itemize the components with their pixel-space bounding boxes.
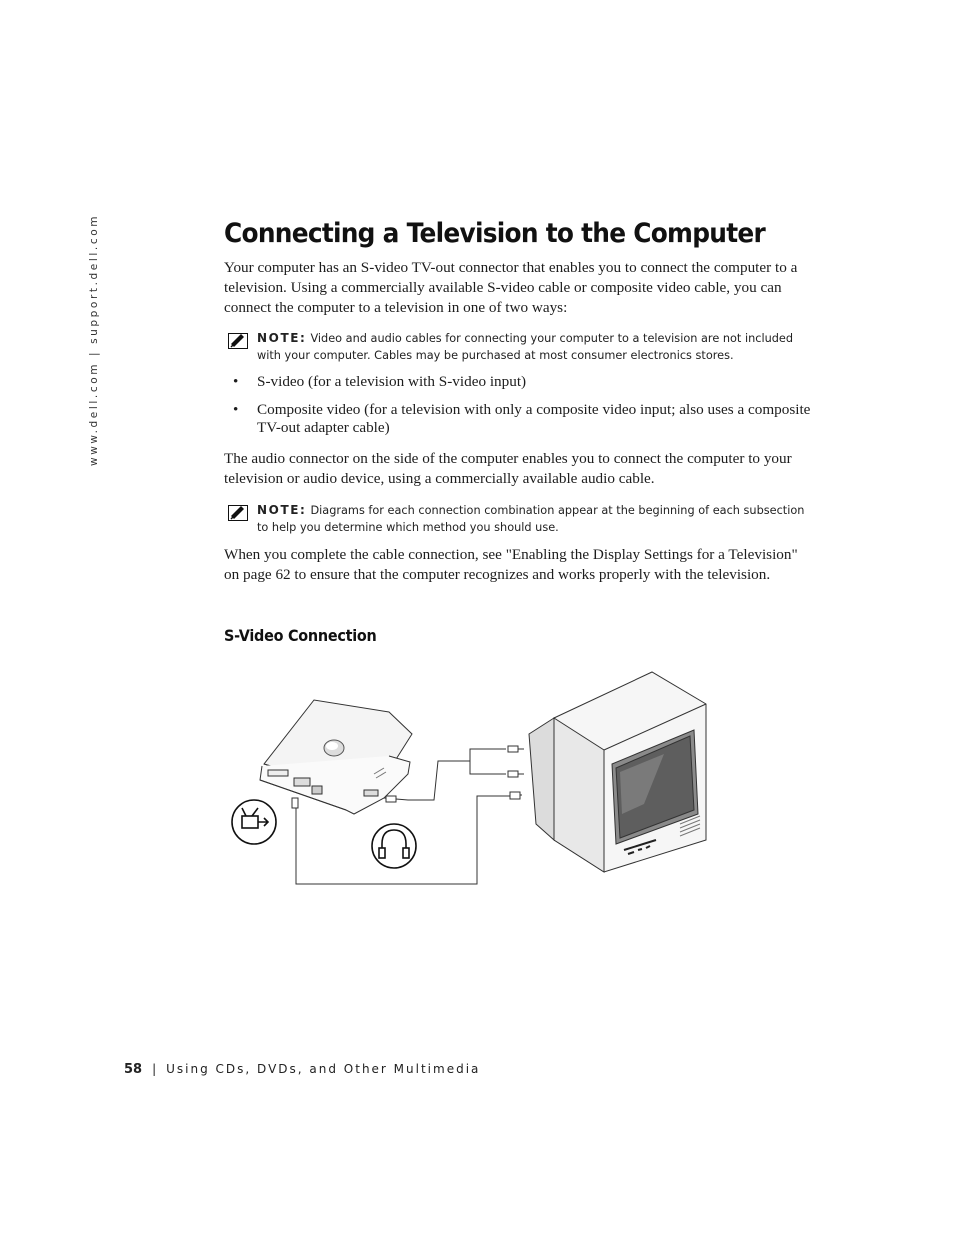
page-number: 58 [124,1062,143,1077]
list-item-text: S-video (for a television with S-video input) [257,373,527,390]
section-heading: S-Video Connection [224,626,377,645]
main-content [224,214,816,645]
list-item: • Composite video (for a television with only a composite video input; also uses a composite TV-out adapter cable) [233,401,811,436]
s-video-connection-diagram [224,664,724,890]
complete-paragraph: When you complete the cable connection, see "Enabling the Display Settings for a Television" on page 62 to ensure that the computer recognizes and works properly with the television. [224,546,798,583]
intro-paragraph: Your computer has an S-video TV-out connector that enables you to connect the computer to a television. Using a commercially available S-video cable or composite video cable, you can connect the computer to a television in one of two ways: [224,259,798,316]
footer-separator: | [152,1062,157,1076]
note-label: NOTE: [257,503,307,517]
sidebar-url: www.dell.com | support.dell.com [88,213,100,466]
connection-methods-list [224,373,816,447]
audio-paragraph: The audio connector on the side of the computer enables you to connect the computer to your television or audio device, using a commercially available audio cable. [224,450,792,487]
note-2 [224,502,816,536]
list-item-text: Composite video (for a television with only a composite video input; also uses a composite TV-out adapter cable) [257,401,811,436]
tv-out-icon [232,800,276,844]
headphones-icon [372,824,416,868]
page-footer [124,1062,480,1077]
section-title: Using CDs, DVDs, and Other Multimedia [166,1062,481,1076]
television-illustration [529,672,706,872]
note-1 [224,330,816,364]
page-title: Connecting a Television to the Computer [224,218,765,249]
note-text: Diagrams for each connection combination appear at the beginning of each subsection to help you determine which method you should use. [257,504,805,534]
list-item: • S-video (for a television with S-video input) [233,373,527,390]
note-label: NOTE: [257,331,307,345]
note-text: Video and audio cables for connecting your computer to a television are not included with your computer. Cables may be purchased at most consumer electronics stores. [257,332,794,362]
pencil-note-icon [228,505,248,521]
pencil-note-icon [228,333,248,349]
